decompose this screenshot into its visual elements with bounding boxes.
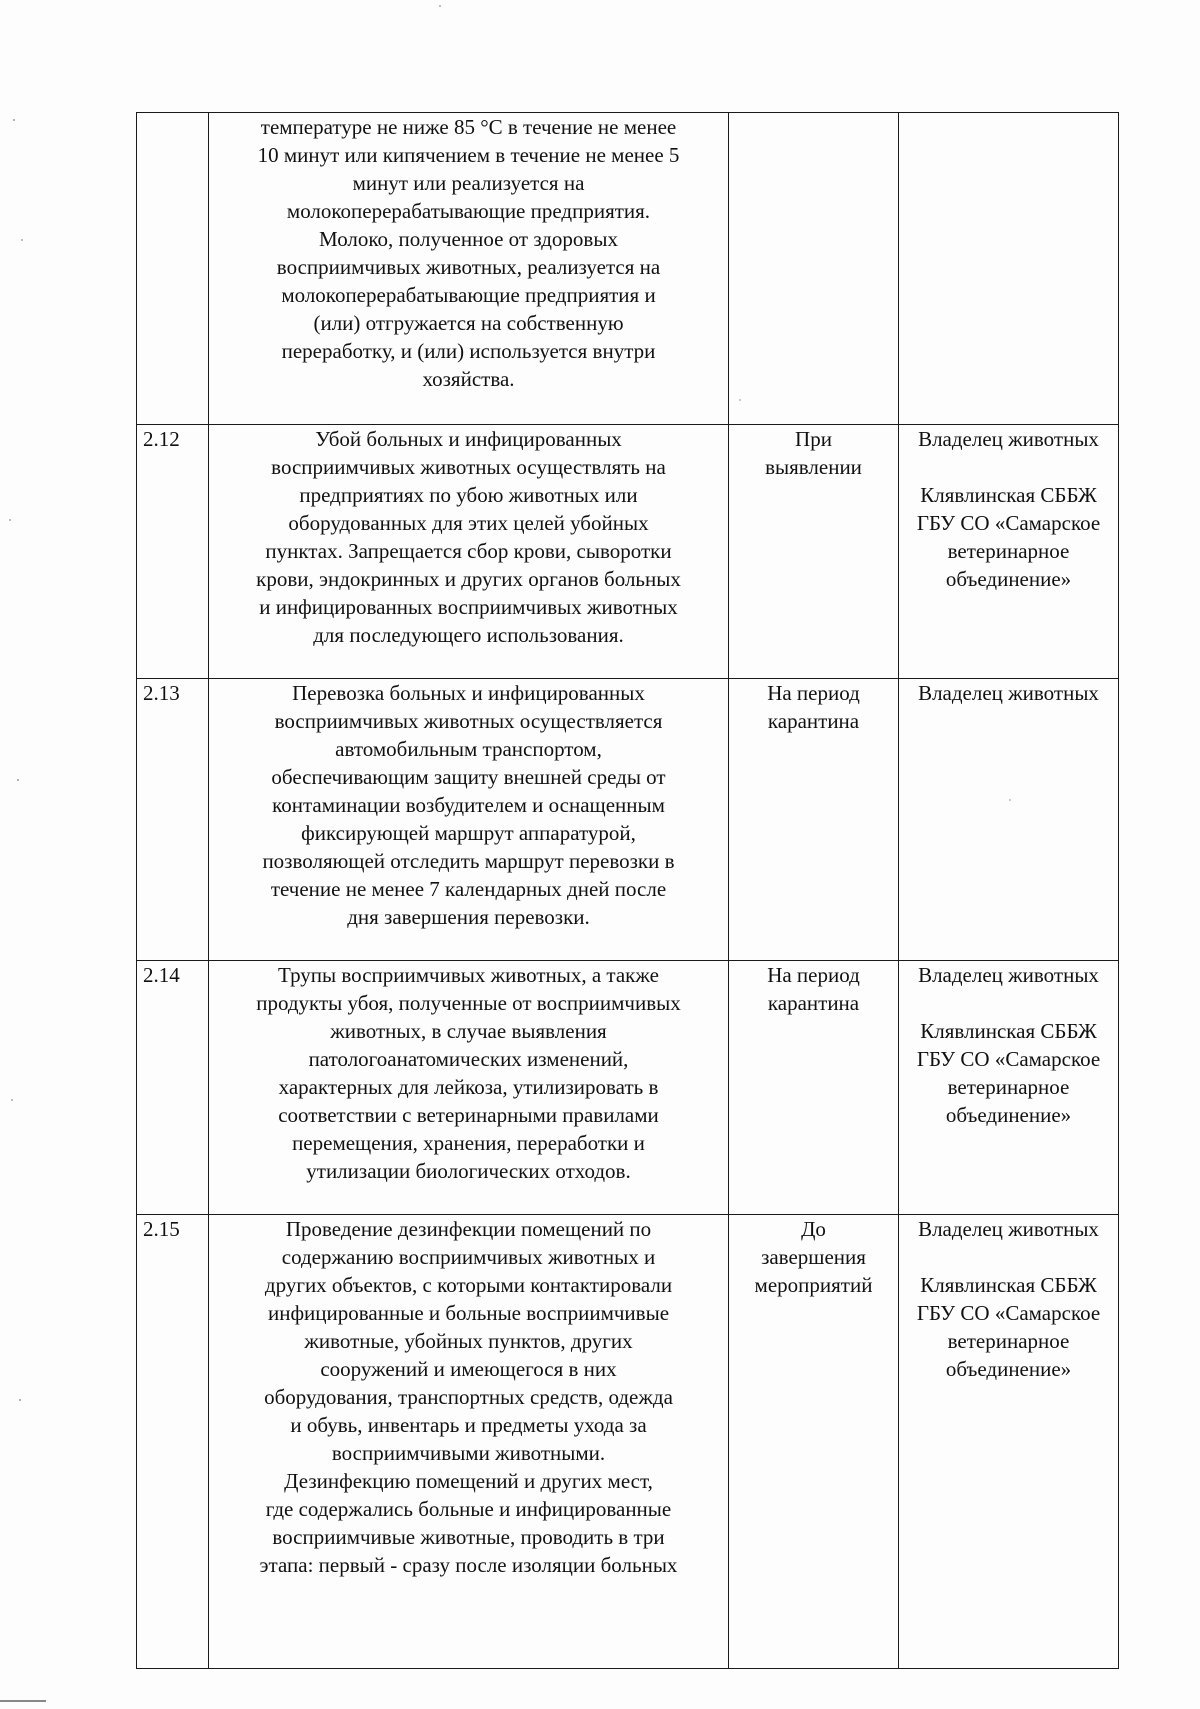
cell-line: дня завершения перевозки. — [347, 905, 590, 929]
cell-spacer — [905, 989, 1112, 1017]
cell-line: утилизации биологических отходов. — [306, 1159, 631, 1183]
cell-line: соответствии с ветеринарными правилами — [278, 1103, 659, 1127]
row-responsible — [899, 961, 1119, 1215]
row-responsible — [899, 113, 1119, 425]
cell-line: где содержались больные и инфицированные — [265, 1497, 672, 1521]
cell-line: других объектов, с которыми контактировали — [264, 1273, 673, 1297]
cell-line: Клявлинская СББЖ — [920, 483, 1097, 507]
cell-line: сооружений и имеющегося в них — [320, 1357, 617, 1381]
cell-line: инфицированные и больные восприимчивые — [267, 1301, 670, 1325]
cell-line: и инфицированных восприимчивых животных — [259, 595, 678, 619]
cell-line: патологоанатомических изменений, — [308, 1047, 629, 1071]
table-row — [137, 961, 1119, 1215]
cell-line: оборудования, транспортных средств, одежда — [264, 1385, 673, 1409]
cell-line: пунктах. Запрещается сбор крови, сыворотки — [265, 539, 672, 563]
cell-line: Убой больных и инфицированных — [315, 427, 622, 451]
cell-line: обеспечивающим защиту внешней среды от — [271, 765, 666, 789]
cell-line: На период — [767, 681, 860, 705]
cell-line: карантина — [767, 991, 860, 1015]
cell-line: Перевозка больных и инфицированных — [292, 681, 645, 705]
cell-line: позволяющей отследить маршрут перевозки в — [262, 849, 675, 873]
cell-line: Дезинфекцию помещений и других мест, — [284, 1469, 653, 1493]
row-number — [137, 113, 209, 425]
cell-line: Клявлинская СББЖ — [920, 1019, 1097, 1043]
cell-line: ветеринарное — [947, 1075, 1070, 1099]
cell-line: этапа: первый - сразу после изоляции больных — [259, 1553, 678, 1577]
table-row — [137, 1215, 1119, 1669]
row-number: 2.13 — [137, 679, 209, 961]
cell-line: объединение» — [945, 1357, 1072, 1381]
cell-line: продукты убоя, полученные от восприимчивых — [256, 991, 681, 1015]
cell-line: На период — [767, 963, 860, 987]
cell-line: животные, убойных пунктов, других — [304, 1329, 633, 1353]
cell-line: Владелец животных — [918, 427, 1099, 451]
cell-line: крови, эндокринных и других органов больных — [256, 567, 681, 591]
cell-line: молокоперерабатывающие предприятия и — [281, 283, 656, 307]
cell-line: Проведение дезинфекции помещений по — [285, 1217, 652, 1241]
cell-line: ГБУ СО «Самарское — [916, 1047, 1101, 1071]
cell-line: температуре не ниже 85 °С в течение не менее — [260, 115, 677, 139]
row-number: 2.15 — [137, 1215, 209, 1669]
cell-line: ГБУ СО «Самарское — [916, 1301, 1101, 1325]
cell-line: восприимчивые животные, проводить в три — [272, 1525, 665, 1549]
row-action — [209, 1215, 729, 1669]
cell-line: минут или реализуется на — [352, 171, 585, 195]
cell-line: 10 минут или кипячением в течение не менее 5 — [257, 143, 680, 167]
cell-line: переработку, и (или) используется внутри — [281, 339, 656, 363]
cell-line: восприимчивых животных, реализуется на — [276, 255, 661, 279]
row-term — [729, 113, 899, 425]
cell-line: фиксирующей маршрут аппаратурой, — [301, 821, 636, 845]
measures-table-body — [137, 113, 1119, 1669]
cell-line: объединение» — [945, 567, 1072, 591]
row-action — [209, 113, 729, 425]
row-responsible — [899, 679, 1119, 961]
row-term — [729, 425, 899, 679]
row-action — [209, 679, 729, 961]
row-action — [209, 961, 729, 1215]
row-number: 2.14 — [137, 961, 209, 1215]
table-row — [137, 113, 1119, 425]
cell-spacer — [905, 453, 1112, 481]
cell-line: предприятиях по убою животных или — [299, 483, 638, 507]
cell-line: хозяйства. — [422, 367, 515, 391]
cell-line: автомобильным транспортом, — [335, 737, 602, 761]
cell-line: Трупы восприимчивых животных, а также — [278, 963, 659, 987]
cell-line: Клявлинская СББЖ — [920, 1273, 1097, 1297]
cell-line: Молоко, полученное от здоровых — [319, 227, 618, 251]
cell-line: Владелец животных — [918, 1217, 1099, 1241]
cell-line: и обувь, инвентарь и предметы ухода за — [290, 1413, 647, 1437]
cell-line: (или) отгружается на собственную — [313, 311, 624, 335]
cell-line: восприимчивых животных осуществлять на — [271, 455, 666, 479]
cell-line: восприимчивыми животными. — [331, 1441, 606, 1465]
table-row — [137, 679, 1119, 961]
cell-line: содержанию восприимчивых животных и — [281, 1245, 656, 1269]
measures-table — [136, 112, 1119, 1669]
row-responsible — [899, 425, 1119, 679]
row-responsible — [899, 1215, 1119, 1669]
cell-line: Владелец животных — [918, 963, 1099, 987]
cell-line: оборудованных для этих целей убойных — [288, 511, 649, 535]
cell-line: характерных для лейкоза, утилизировать в — [278, 1075, 659, 1099]
row-number: 2.12 — [137, 425, 209, 679]
cell-line: ветеринарное — [947, 1329, 1070, 1353]
cell-line: восприимчивых животных осуществляется — [274, 709, 663, 733]
cell-line: объединение» — [945, 1103, 1072, 1127]
cell-line: ветеринарное — [947, 539, 1070, 563]
cell-line: При — [795, 427, 832, 451]
cell-line: перемещения, хранения, переработки и — [292, 1131, 645, 1155]
cell-line: молокоперерабатывающие предприятия. — [286, 199, 651, 223]
row-term — [729, 1215, 899, 1669]
cell-line: мероприятий — [754, 1273, 873, 1297]
row-action — [209, 425, 729, 679]
table-row — [137, 425, 1119, 679]
cell-line: контаминации возбудителем и оснащенным — [272, 793, 665, 817]
cell-line: течение не менее 7 календарных дней после — [270, 877, 667, 901]
cell-line: завершения — [761, 1245, 866, 1269]
cell-line: для последующего использования. — [313, 623, 624, 647]
row-term — [729, 679, 899, 961]
cell-line: Владелец животных — [918, 681, 1099, 705]
cell-line: ГБУ СО «Самарское — [916, 511, 1101, 535]
cell-line: выявлении — [765, 455, 862, 479]
cell-line: животных, в случае выявления — [330, 1019, 607, 1043]
cell-spacer — [905, 1243, 1112, 1271]
cell-line: До — [801, 1217, 826, 1241]
cell-line: карантина — [767, 709, 860, 733]
row-term — [729, 961, 899, 1215]
